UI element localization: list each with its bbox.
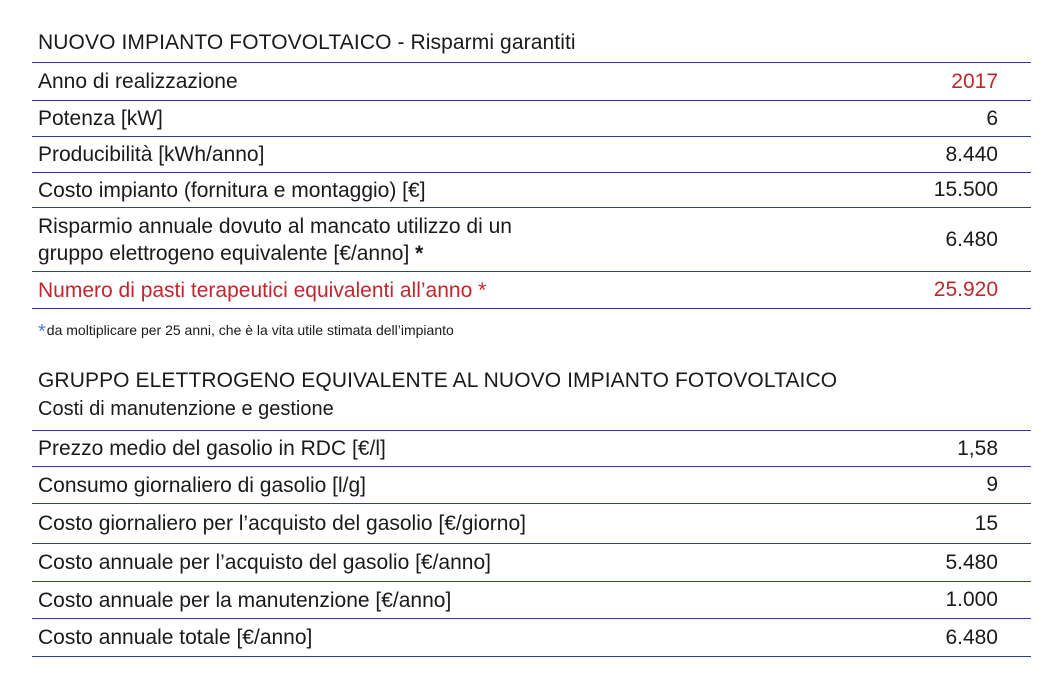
costs-table (32, 430, 1031, 657)
row-value: 15.500 (933, 178, 998, 201)
footnote (38, 321, 454, 344)
footnote-text: da moltiplicare per 25 anni, che è la vita utile stimata dell’impianto (46, 322, 454, 338)
row-value: 6.480 (945, 227, 998, 251)
row-label: Numero di pasti terapeutici equivalenti all’anno * (38, 278, 487, 302)
row-label: Costo annuale per la manutenzione [€/anno] (38, 588, 452, 612)
table-row (32, 137, 1031, 173)
row-label: Risparmio annuale dovuto al mancato utilizzo di un gruppo elettrogeno equivalente [€/anno] (38, 214, 512, 265)
row-label: Costo giornaliero per l’acquisto del gasolio [€/giorno] (38, 512, 526, 535)
table-row (32, 504, 1031, 544)
table-row (32, 63, 1031, 101)
asterisk-mark: * (415, 241, 424, 265)
table-row (32, 173, 1031, 208)
section1-title: NUOVO IMPIANTO FOTOVOLTAICO - Risparmi garantiti (38, 31, 576, 54)
row-value: 6 (986, 106, 998, 130)
row-value: 2017 (951, 69, 998, 93)
table-row (32, 431, 1031, 467)
savings-table (32, 62, 1031, 309)
row-label: Costo impianto (fornitura e montaggio) [€] (38, 178, 426, 202)
row-value: 25.920 (933, 278, 998, 301)
row-value: 5.480 (945, 550, 998, 574)
row-value: 15 (974, 511, 998, 535)
table-row (32, 467, 1031, 504)
row-value: 6.480 (945, 625, 998, 649)
row-label: Anno di realizzazione (38, 70, 238, 93)
table-row-highlight (32, 272, 1031, 309)
row-label: Costo annuale totale [€/anno] (38, 626, 313, 649)
table-row (32, 582, 1031, 619)
row-value: 8.440 (945, 142, 998, 166)
asterisk-icon: * (38, 321, 46, 343)
table-row (32, 544, 1031, 582)
row-label: Potenza [kW] (38, 107, 163, 130)
row-value: 9 (986, 473, 998, 496)
table-row (32, 101, 1031, 137)
section2-title: GRUPPO ELETTROGENO EQUIVALENTE AL NUOVO IMPIANTO FOTOVOLTAICO (38, 369, 838, 392)
row-label: Producibilità [kWh/anno] (38, 143, 265, 166)
row-label: Consumo giornaliero di gasolio [l/g] (38, 473, 367, 497)
table-row (32, 208, 1031, 272)
row-value: 1.000 (945, 588, 998, 611)
row-value: 1,58 (957, 436, 998, 460)
row-label: Costo annuale per l’acquisto del gasolio [€/anno] (38, 551, 491, 574)
table-row (32, 619, 1031, 657)
row-label-wrapper (38, 213, 512, 267)
section2-subtitle: Costi di manutenzione e gestione (38, 398, 334, 420)
row-label: Prezzo medio del gasolio in RDC [€/l] (38, 437, 386, 460)
